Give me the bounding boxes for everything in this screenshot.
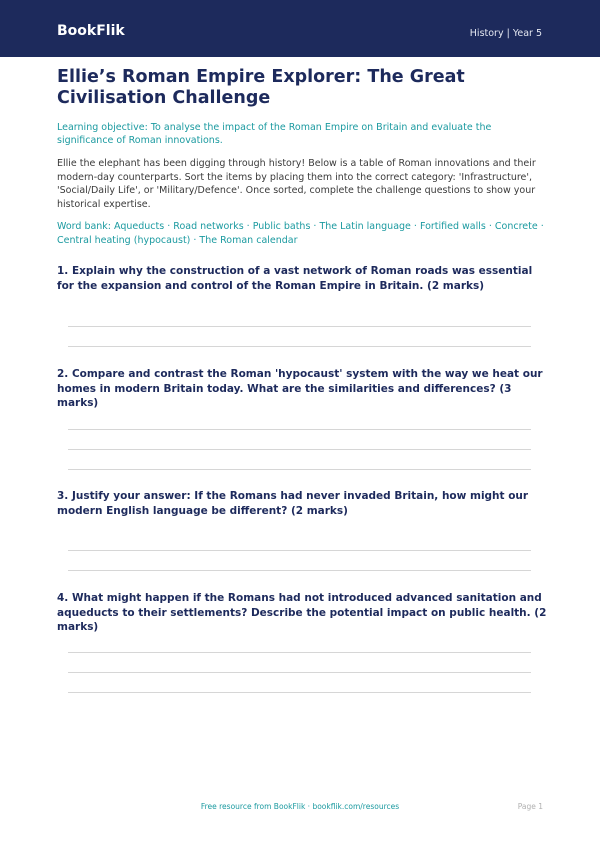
answer-line[interactable] [68, 672, 531, 673]
brand-logo: BookFlik [57, 23, 125, 39]
question-2: 2. Compare and contrast the Roman 'hypocaust' system with the way we heat our homes in modern Britain today. What are the similarities and differences? (3 marks) [57, 368, 543, 409]
question-1: 1. Explain why the construction of a vast network of Roman roads was essential for the expansion and control of the Roman Empire in Britain. (2 marks) [57, 265, 533, 292]
answer-line[interactable] [68, 346, 531, 347]
answer-line[interactable] [68, 550, 531, 551]
learning-objective: Learning objective: To analyse the impact of the Roman Empire on Britain and evaluate the significance of Roman innovations. [57, 122, 492, 146]
question-4: 4. What might happen if the Romans had not introduced advanced sanitation and aqueducts to their settlements? Describe the potential impact on public health. (2 marks) [57, 592, 547, 633]
question-3: 3. Justify your answer: If the Romans had never invaded Britain, how might our modern English language be different? (2 marks) [57, 490, 529, 517]
subject-year-label: History | Year 5 [469, 28, 542, 39]
answer-line[interactable] [68, 692, 531, 693]
answer-line[interactable] [68, 469, 531, 470]
intro-paragraph: Ellie the elephant has been digging through history! Below is a table of Roman innovations and their modern-day counterparts. Sort the items by placing them into the correct category: 'Infrastructure', 'Social/Daily Life', or 'Military/Defence'. Once sorted, complete the challenge questions to show your historical expertise. [57, 158, 536, 210]
answer-line[interactable] [68, 570, 531, 571]
footer-credit: Free resource from BookFlik · bookflik.com/resources [200, 802, 400, 811]
page-header [0, 0, 600, 57]
answer-line[interactable] [68, 652, 531, 653]
worksheet-title: Ellie’s Roman Empire Explorer: The Great Civilisation Challenge [57, 67, 465, 108]
page-number: Page 1 [517, 802, 543, 811]
word-bank: Word bank: Aqueducts · Road networks · Public baths · The Latin language · Fortified walls · Concrete · Central heating (hypocaust) · The Roman calendar [57, 221, 544, 246]
answer-line[interactable] [68, 326, 531, 327]
answer-line[interactable] [68, 449, 531, 450]
answer-line[interactable] [68, 429, 531, 430]
